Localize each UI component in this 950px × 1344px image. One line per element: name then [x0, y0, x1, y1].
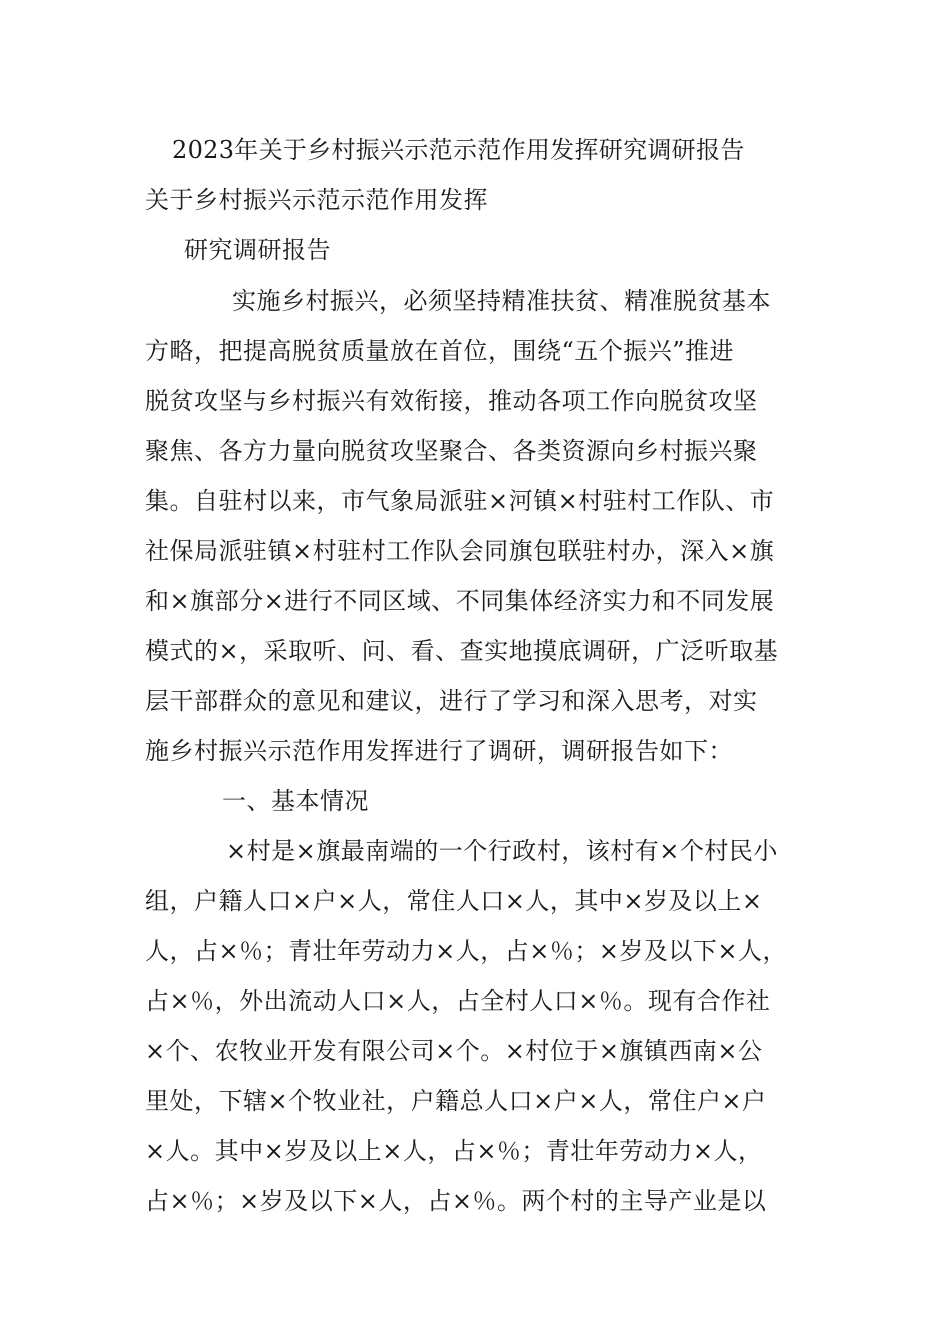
paragraph-line: 人，占×％；青壮年劳动力×人，占×％；×岁及以下×人， — [145, 937, 788, 965]
document-title: 2023年关于乡村振兴示范示范作用发挥研究调研报告 — [172, 136, 745, 164]
subtitle-line-1: 关于乡村振兴示范示范作用发挥 — [145, 186, 488, 214]
paragraph-line: 占×％，外出流动人口×人，占全村人口×％。现有合作社 — [145, 987, 771, 1015]
paragraph-line: 集。自驻村以来，市气象局派驻×河镇×村驻村工作队、市 — [145, 487, 775, 515]
paragraph-line: ×村是×旗最南端的一个行政村，该村有×个村民小 — [226, 837, 778, 865]
paragraph-line: 和×旗部分×进行不同区域、不同集体经济实力和不同发展 — [145, 587, 775, 615]
paragraph-line: 实施乡村振兴，必须坚持精准扶贫、精准脱贫基本 — [232, 287, 771, 315]
subtitle-line-2: 研究调研报告 — [184, 236, 331, 264]
paragraph-line: ×人。其中×岁及以上×人，占×％；青壮年劳动力×人， — [145, 1137, 763, 1165]
paragraph-line: 里处，下辖×个牧业社，户籍总人口×户×人，常住户×户 — [145, 1087, 767, 1115]
paragraph-line: 方略，把提高脱贫质量放在首位，围绕“五个振兴”推进 — [145, 337, 735, 365]
paragraph-line: ×个、农牧业开发有限公司×个。×村位于×旗镇西南×公 — [145, 1037, 763, 1065]
paragraph-line: 施乡村振兴示范作用发挥进行了调研，调研报告如下： — [145, 737, 733, 765]
paragraph-line: 层干部群众的意见和建议，进行了学习和深入思考，对实 — [145, 687, 758, 715]
paragraph-line: 组，户籍人口×户×人，常住人口×人，其中×岁及以上× — [145, 887, 763, 915]
paragraph-line: 占×％；×岁及以下×人，占×％。两个村的主导产业是以 — [145, 1187, 767, 1215]
paragraph-line: 脱贫攻坚与乡村振兴有效衔接，推动各项工作向脱贫攻坚 — [145, 387, 758, 415]
paragraph-line: 聚焦、各方力量向脱贫攻坚聚合、各类资源向乡村振兴聚 — [145, 437, 758, 465]
paragraph-line: 模式的×，采取听、问、看、查实地摸底调研，广泛听取基 — [145, 637, 779, 665]
section-heading: 一、基本情况 — [222, 787, 369, 815]
paragraph-line: 社保局派驻镇×村驻村工作队会同旗包联驻村办，深入×旗 — [145, 537, 775, 565]
